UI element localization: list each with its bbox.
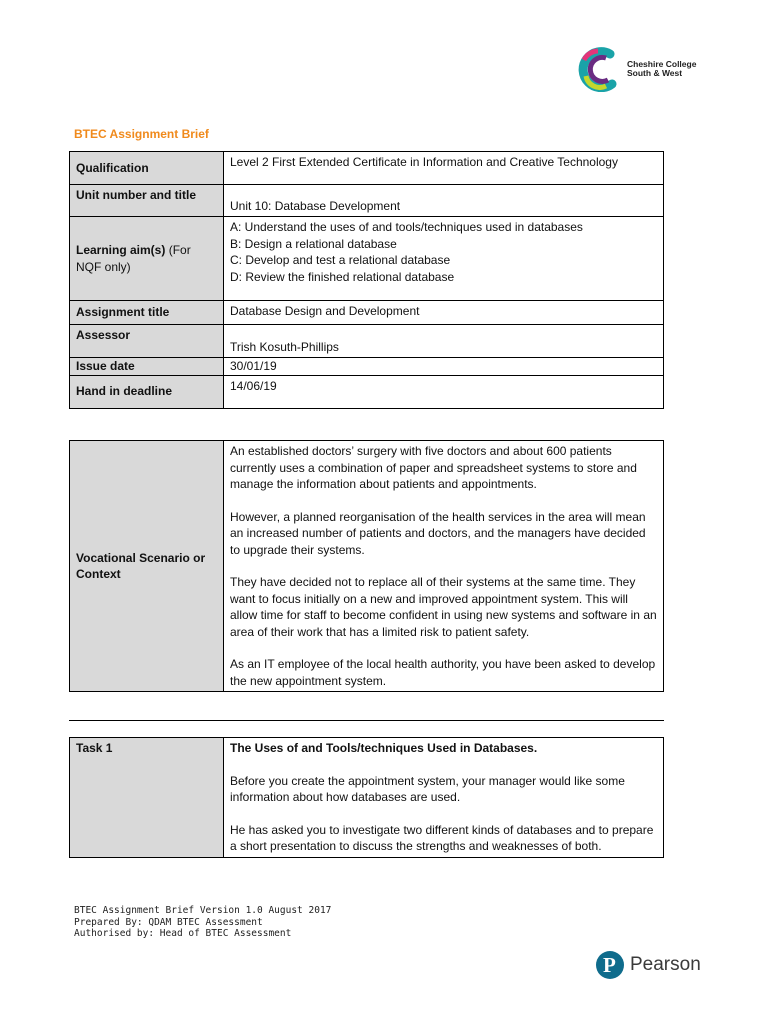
table-row — [70, 152, 664, 185]
scenario-paragraph: An established doctors’ surgery with five doctors and about 600 patients currently uses a combination of paper and spreadsheet systems to store and manage the information about patients and appointments. — [230, 444, 637, 491]
learning-aim-a: A: Understand the uses of and tools/techniques used in databases — [230, 220, 583, 234]
scenario-table — [69, 440, 664, 692]
deadline-value: 14/06/19 — [224, 375, 664, 408]
unit-label: Unit number and title — [70, 185, 224, 217]
unit-value: Unit 10: Database Development — [224, 185, 664, 217]
table-row — [70, 185, 664, 217]
task1-paragraph: He has asked you to investigate two different kinds of databases and to prepare a short presentation to discuss the strengths and weaknesses of both. — [230, 822, 654, 853]
assessor-value: Trish Kosuth-Phillips — [224, 325, 664, 358]
pearson-wordmark: Pearson — [630, 954, 701, 975]
scenario-paragraph: However, a planned reorganisation of the health services in the area will mean an increased number of patients and doctors, and the managers have decided to upgrade their systems. — [230, 509, 646, 557]
scenario-label: Vocational Scenario or Context — [70, 441, 224, 692]
task1-paragraph: Before you create the appointment system, your manager would like some information about how databases are used. — [230, 773, 625, 804]
issue-date-label: Issue date — [70, 358, 224, 376]
task1-content — [224, 738, 664, 858]
table-row — [70, 301, 664, 325]
assessor-label: Assessor — [70, 325, 224, 358]
table-row — [70, 375, 664, 408]
task1-label: Task 1 — [70, 738, 224, 858]
learning-aim-d: D: Review the finished relational database — [230, 269, 455, 284]
table-row — [70, 217, 664, 301]
footer-prepared-by: Prepared By: QDAM BTEC Assessment — [74, 916, 263, 928]
footer-authorised-by: Authorised by: Head of BTEC Assessment — [74, 928, 292, 939]
pearson-p-icon: P — [596, 951, 624, 979]
table-row — [70, 358, 664, 376]
learning-aim-b: B: Design a relational database — [230, 236, 397, 251]
deadline-label: Hand in deadline — [70, 375, 224, 408]
assignment-title-label: Assignment title — [70, 301, 224, 325]
table-row — [70, 738, 664, 858]
issue-date-value: 30/01/19 — [224, 358, 664, 376]
task1-table — [69, 737, 664, 858]
assignment-title-value: Database Design and Development — [224, 301, 664, 325]
document-footer — [74, 905, 331, 940]
scenario-text — [224, 441, 664, 692]
qualification-label: Qualification — [70, 152, 224, 185]
scenario-paragraph: As an IT employee of the local health authority, you have been asked to develop the new appointment system. — [230, 657, 656, 688]
table-row — [70, 441, 664, 692]
learning-aims-label: Learning aim(s) (For NQF only) — [70, 217, 224, 301]
pearson-logo — [596, 951, 706, 981]
table-row — [70, 325, 664, 358]
brief-title: BTEC Assignment Brief — [74, 127, 209, 141]
divider-line — [69, 720, 664, 721]
task1-heading: The Uses of and Tools/techniques Used in Databases. — [230, 741, 538, 755]
logo-wordmark: Cheshire College South & West — [627, 59, 697, 78]
qualification-value: Level 2 First Extended Certificate in Information and Creative Technology — [224, 152, 664, 185]
cheshire-college-logo-icon — [576, 46, 624, 92]
scenario-paragraph: They have decided not to replace all of their systems at the same time. They want to focus initially on a new and improved appointment system. This will allow time for staff to become confident in using new systems and software in an area of their work that has a limited risk to patient safety. — [230, 575, 657, 639]
learning-aim-c: C: Develop and test a relational database — [230, 253, 451, 267]
cheshire-college-logo — [576, 46, 706, 92]
footer-version: BTEC Assignment Brief Version 1.0 August 2017 — [74, 905, 332, 916]
assignment-info-table — [69, 151, 664, 409]
learning-aims-list — [224, 217, 664, 301]
